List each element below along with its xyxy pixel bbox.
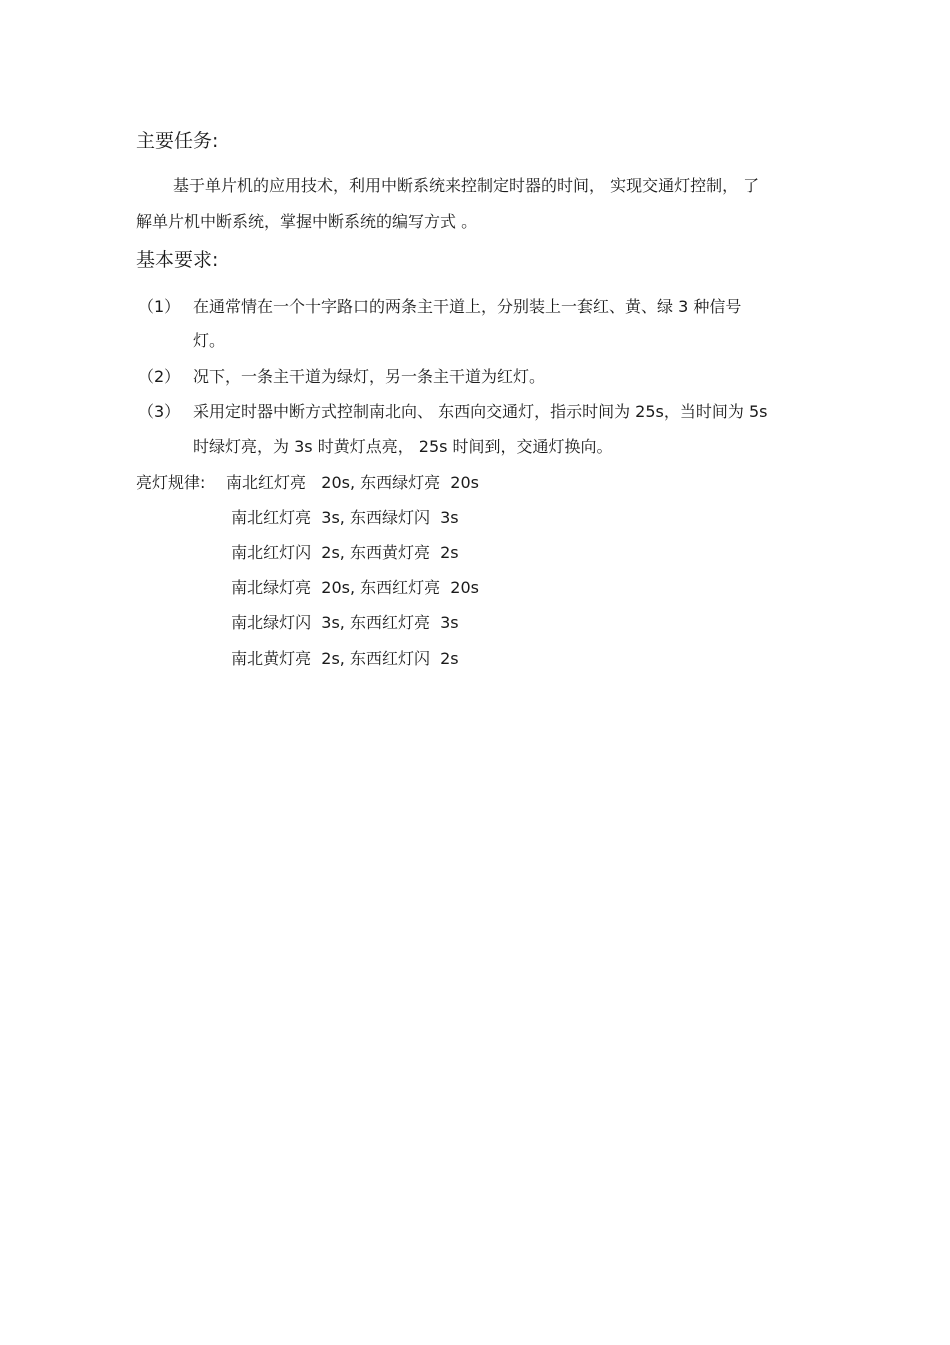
requirement-3-line-2: 时绿灯亮，为 3s 时黄灯点亮， 25s 时间到，交通灯换向。 (193, 437, 613, 456)
main-task-line-2: 解单片机中断系统，掌握中断系统的编写方式 。 (136, 212, 478, 231)
light-rule-line-1: 南北红灯亮 20s, 东西绿灯亮 20s (226, 473, 479, 492)
light-rules-label: 亮灯规律: (136, 473, 206, 492)
light-rule-line-2: 南北红灯亮 3s, 东西绿灯闪 3s (226, 508, 459, 527)
light-rule-line-6: 南北黄灯亮 2s, 东西红灯闪 2s (226, 649, 459, 668)
requirement-1-line-1: 在通常情在一个十字路口的两条主干道上，分别装上一套红、黄、绿 3 种信号 (193, 297, 742, 316)
main-task-line-1: 基于单片机的应用技术，利用中断系统来控制定时器的时间， 实现交通灯控制， 了 (173, 176, 760, 195)
requirement-2-number: （2） (138, 367, 181, 386)
basic-requirements-heading: 基本要求: (136, 249, 219, 271)
light-rule-line-4: 南北绿灯亮 20s, 东西红灯亮 20s (226, 578, 479, 597)
requirement-1-line-2: 灯。 (193, 331, 226, 350)
main-task-heading: 主要任务: (136, 130, 219, 152)
light-rule-line-5: 南北绿灯闪 3s, 东西红灯亮 3s (226, 613, 459, 632)
requirement-2-line-1: 况下，一条主干道为绿灯，另一条主干道为红灯。 (193, 367, 546, 386)
requirement-3-number: （3） (138, 402, 181, 421)
light-rule-line-3: 南北红灯闪 2s, 东西黄灯亮 2s (226, 543, 459, 562)
requirement-1-number: （1） (138, 297, 181, 316)
requirement-3-line-1: 采用定时器中断方式控制南北向、 东西向交通灯，指示时间为 25s，当时间为 5s (193, 402, 768, 421)
